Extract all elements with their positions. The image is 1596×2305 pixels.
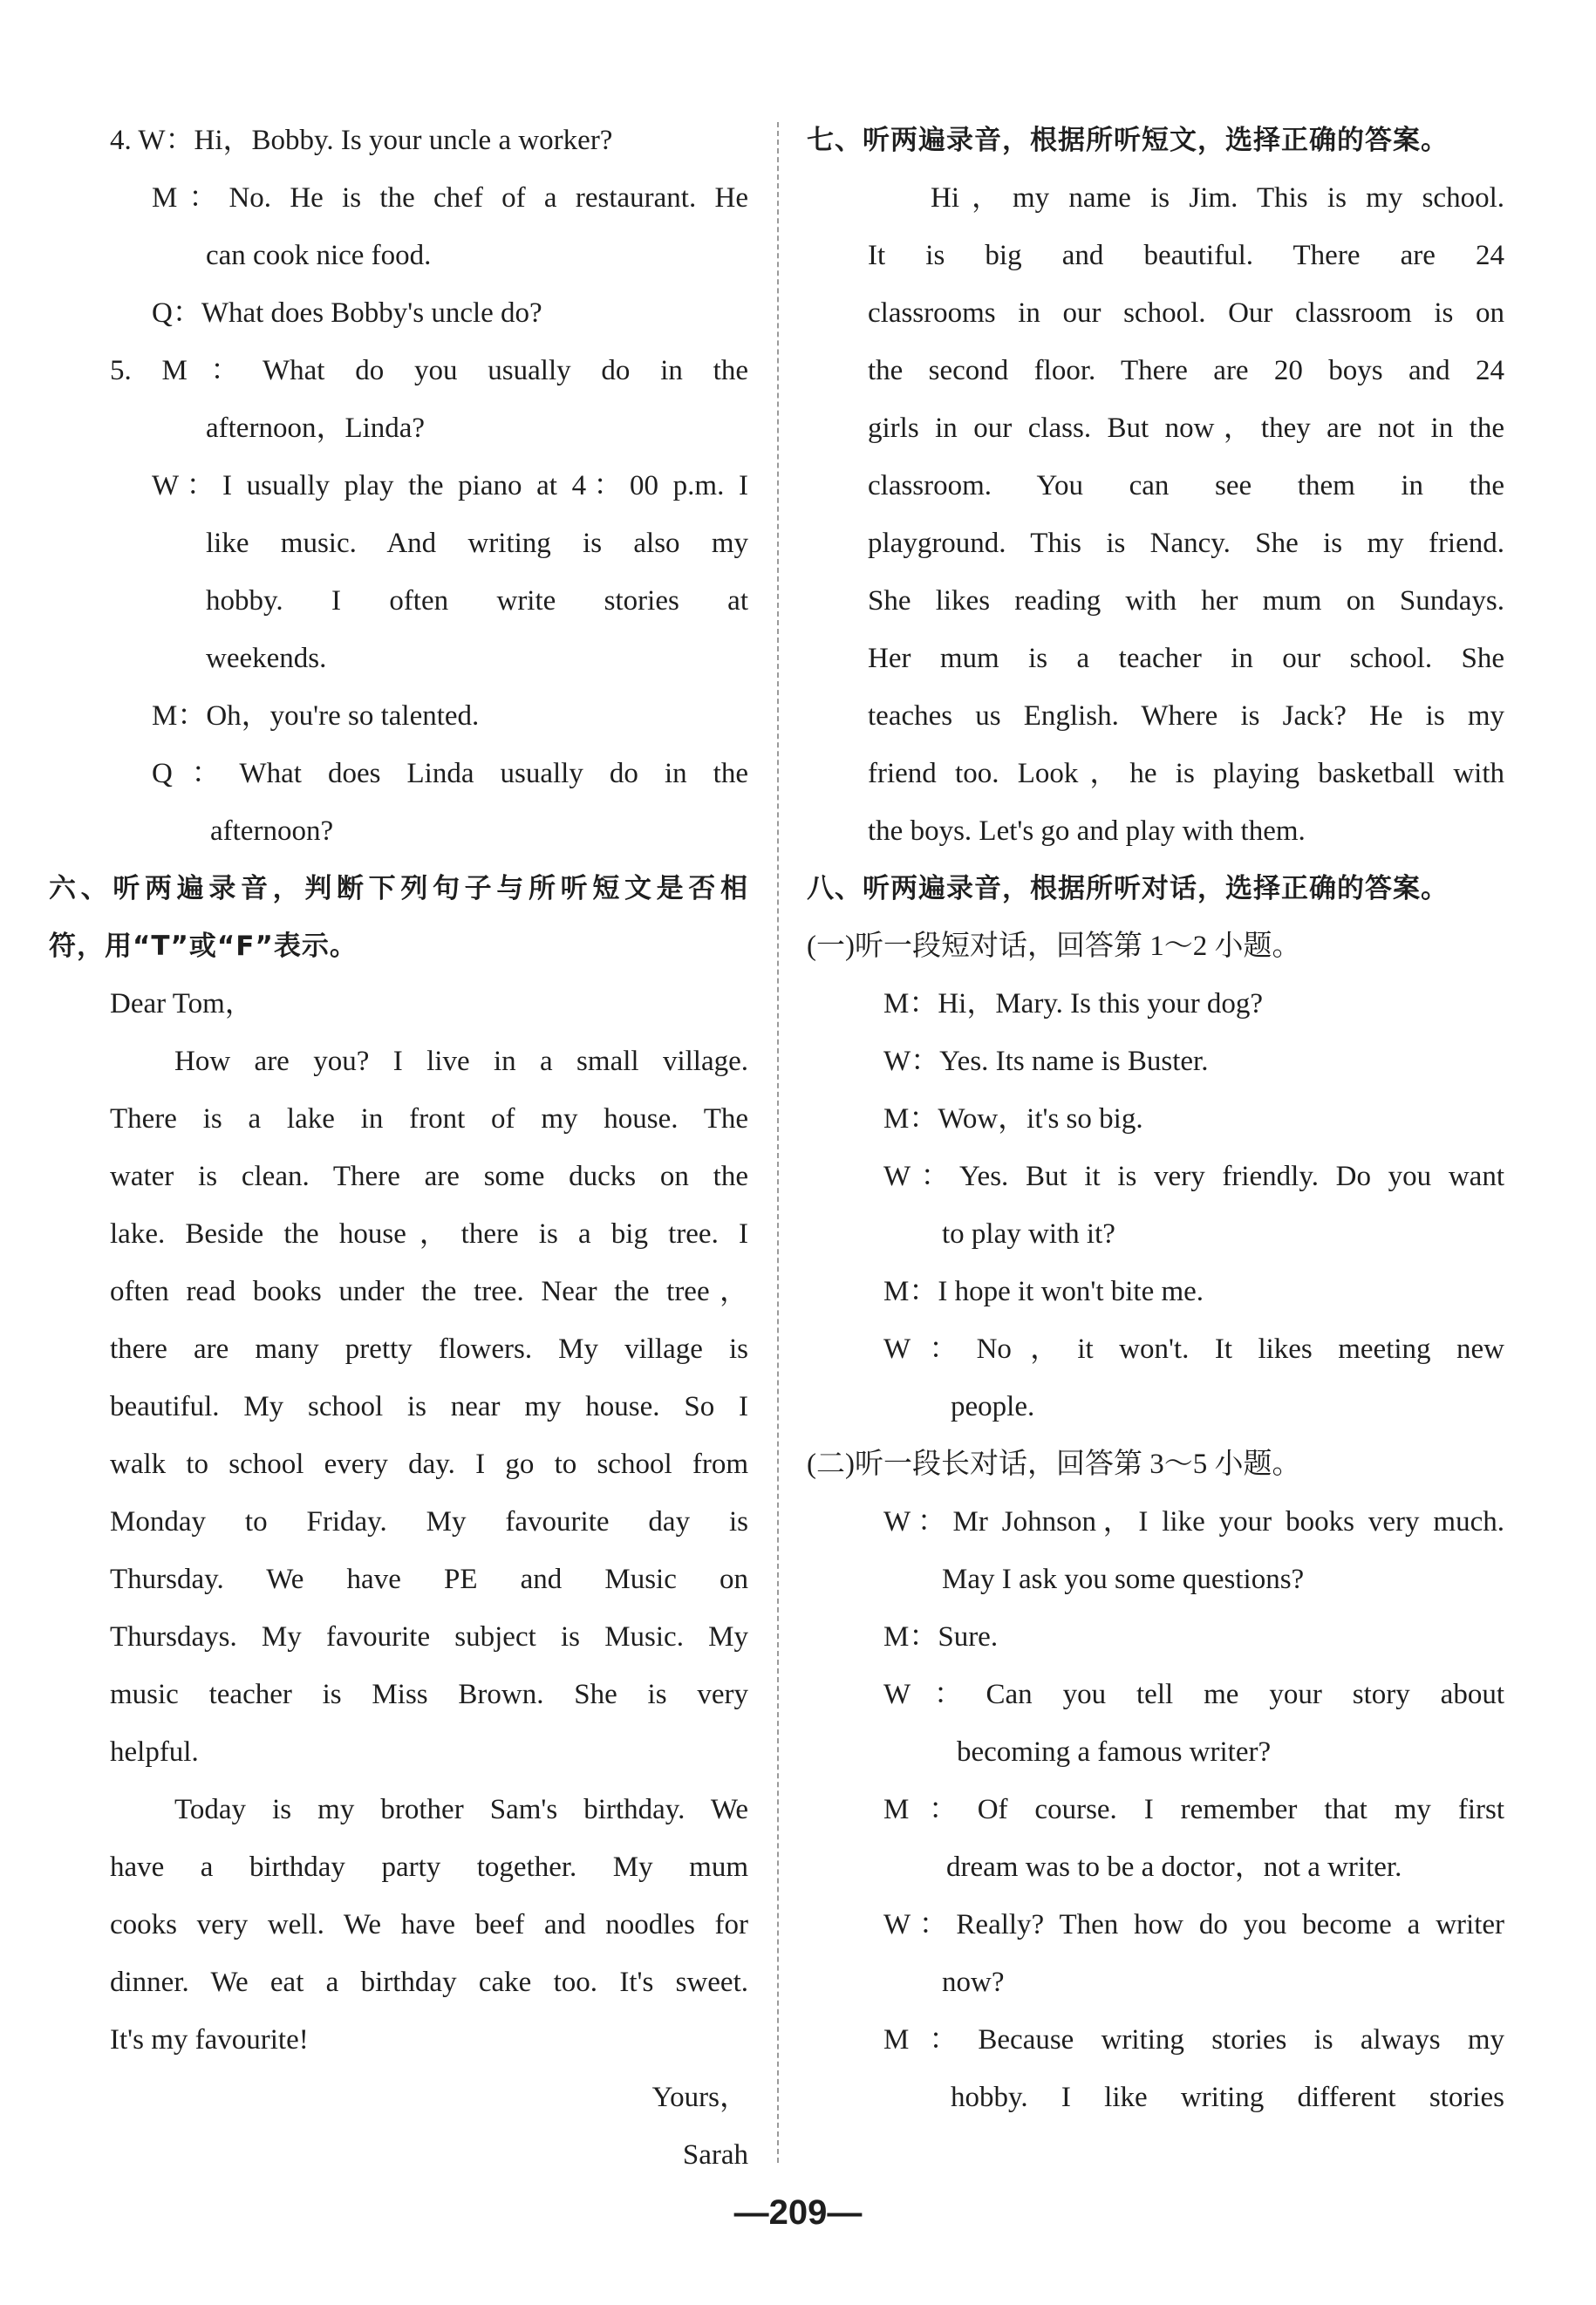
text-line: playground. This is Nancy. She is my friend. bbox=[868, 528, 1504, 559]
text-line: like music. And writing is also my bbox=[206, 528, 748, 559]
text-line: hobby. I like writing different stories bbox=[951, 2082, 1504, 2113]
text-line: Q：What does Linda usually do in the bbox=[152, 758, 748, 789]
text-line: beautiful. My school is near my house. So I bbox=[110, 1391, 748, 1422]
text-line: M：Wow，it's so big. bbox=[883, 1103, 1143, 1135]
section-heading: 八、听两遍录音，根据所听对话，选择正确的答案。 bbox=[807, 873, 1449, 904]
text-line: W：Yes. But it is very friendly. Do you want bbox=[883, 1161, 1504, 1192]
text-line: How are you? I live in a small village. bbox=[174, 1046, 748, 1077]
text-line: water is clean. There are some ducks on the bbox=[110, 1161, 748, 1192]
text-line: walk to school every day. I go to school from bbox=[110, 1449, 748, 1480]
text-line: Thursdays. My favourite subject is Music. My bbox=[110, 1621, 748, 1653]
text-line: there are many pretty flowers. My village is bbox=[110, 1333, 748, 1365]
text-line: M：Oh，you're so talented. bbox=[152, 700, 480, 732]
text-line: W：I usually play the piano at 4：00 p.m. I bbox=[152, 470, 748, 501]
text-line: M：I hope it won't bite me. bbox=[883, 1276, 1204, 1307]
text-line: weekends. bbox=[206, 643, 327, 674]
text-line: (二)听一段长对话，回答第 3～5 小题。 bbox=[807, 1449, 1301, 1480]
text-line: Hi，my name is Jim. This is my school. bbox=[931, 182, 1504, 214]
text-line: lake. Beside the house，there is a big tree. I bbox=[110, 1218, 748, 1250]
text-line: afternoon，Linda? bbox=[206, 413, 426, 444]
text-line: the second floor. There are 20 boys and 24 bbox=[868, 355, 1504, 386]
text-line: She likes reading with her mum on Sundays. bbox=[868, 585, 1504, 617]
text-line: the boys. Let's go and play with them. bbox=[868, 815, 1306, 847]
text-line: have a birthday party together. My mum bbox=[110, 1852, 748, 1883]
section-heading: 符，用“T”或“F”表示。 bbox=[49, 931, 358, 962]
text-line: Her mum is a teacher in our school. She bbox=[868, 643, 1504, 674]
text-line: cooks very well. We have beef and noodles for bbox=[110, 1909, 748, 1940]
text-line: May I ask you some questions? bbox=[942, 1564, 1305, 1595]
text-line: Monday to Friday. My favourite day is bbox=[110, 1506, 748, 1538]
text-line: W：Mr Johnson，I like your books very much. bbox=[883, 1506, 1504, 1538]
text-line: M：No. He is the chef of a restaurant. He bbox=[152, 182, 748, 214]
text-line: Dear Tom， bbox=[110, 988, 254, 1020]
section-heading: 七、听两遍录音，根据所听短文，选择正确的答案。 bbox=[807, 125, 1449, 156]
text-line: M：Of course. I remember that my first bbox=[883, 1794, 1504, 1825]
text-line: classroom. You can see them in the bbox=[868, 470, 1504, 501]
text-line: music teacher is Miss Brown. She is very bbox=[110, 1679, 748, 1710]
text-line: girls in our class. But now，they are not in the bbox=[868, 413, 1504, 444]
text-line: W：Can you tell me your story about bbox=[883, 1679, 1504, 1710]
section-heading: 六、听两遍录音，判断下列句子与所听短文是否相 bbox=[49, 873, 748, 904]
text-line: dream was to be a doctor，not a writer. bbox=[946, 1852, 1402, 1883]
text-line: It's my favourite! bbox=[110, 2024, 309, 2056]
text-line: friend too. Look，he is playing basketball with bbox=[868, 758, 1504, 789]
text-line: W：Yes. Its name is Buster. bbox=[883, 1046, 1209, 1077]
text-line: There is a lake in front of my house. The bbox=[110, 1103, 748, 1135]
text-line: dinner. We eat a birthday cake too. It's sweet. bbox=[110, 1967, 748, 1998]
text-line: people. bbox=[951, 1391, 1035, 1422]
text-line: to play with it? bbox=[942, 1218, 1115, 1250]
text-line: 4. W：Hi，Bobby. Is your uncle a worker? bbox=[110, 125, 613, 156]
text-line: becoming a famous writer? bbox=[957, 1736, 1272, 1768]
page-number: —209— bbox=[733, 2193, 863, 2232]
text-line: Q：What does Bobby's uncle do? bbox=[152, 297, 542, 329]
text-line: Sarah bbox=[682, 2139, 748, 2171]
text-line: teaches us English. Where is Jack? He is my bbox=[868, 700, 1504, 732]
text-line: now? bbox=[942, 1967, 1005, 1998]
text-line: W：Really? Then how do you become a writer bbox=[883, 1909, 1504, 1940]
text-line: M：Because writing stories is always my bbox=[883, 2024, 1504, 2056]
text-line: W：No，it won't. It likes meeting new bbox=[883, 1333, 1504, 1365]
text-line: often read books under the tree. Near the tree， bbox=[110, 1276, 748, 1307]
text-line: can cook nice food. bbox=[206, 240, 432, 271]
text-line: afternoon? bbox=[210, 815, 334, 847]
text-line: classrooms in our school. Our classroom is on bbox=[868, 297, 1504, 329]
text-line: helpful. bbox=[110, 1736, 199, 1768]
text-line: It is big and beautiful. There are 24 bbox=[868, 240, 1504, 271]
text-line: (一)听一段短对话，回答第 1～2 小题。 bbox=[807, 931, 1301, 962]
text-line: Yours， bbox=[651, 2082, 748, 2113]
text-line: M：Sure. bbox=[883, 1621, 999, 1653]
text-line: Today is my brother Sam's birthday. We bbox=[174, 1794, 748, 1825]
left-column bbox=[49, 112, 748, 2184]
column-divider bbox=[777, 122, 779, 2163]
text-line: Thursday. We have PE and Music on bbox=[110, 1564, 748, 1595]
text-line: M：Hi，Mary. Is this your dog? bbox=[883, 988, 1264, 1020]
text-line: 5. M：What do you usually do in the bbox=[110, 355, 748, 386]
right-column bbox=[807, 112, 1504, 2126]
text-line: hobby. I often write stories at bbox=[206, 585, 748, 617]
